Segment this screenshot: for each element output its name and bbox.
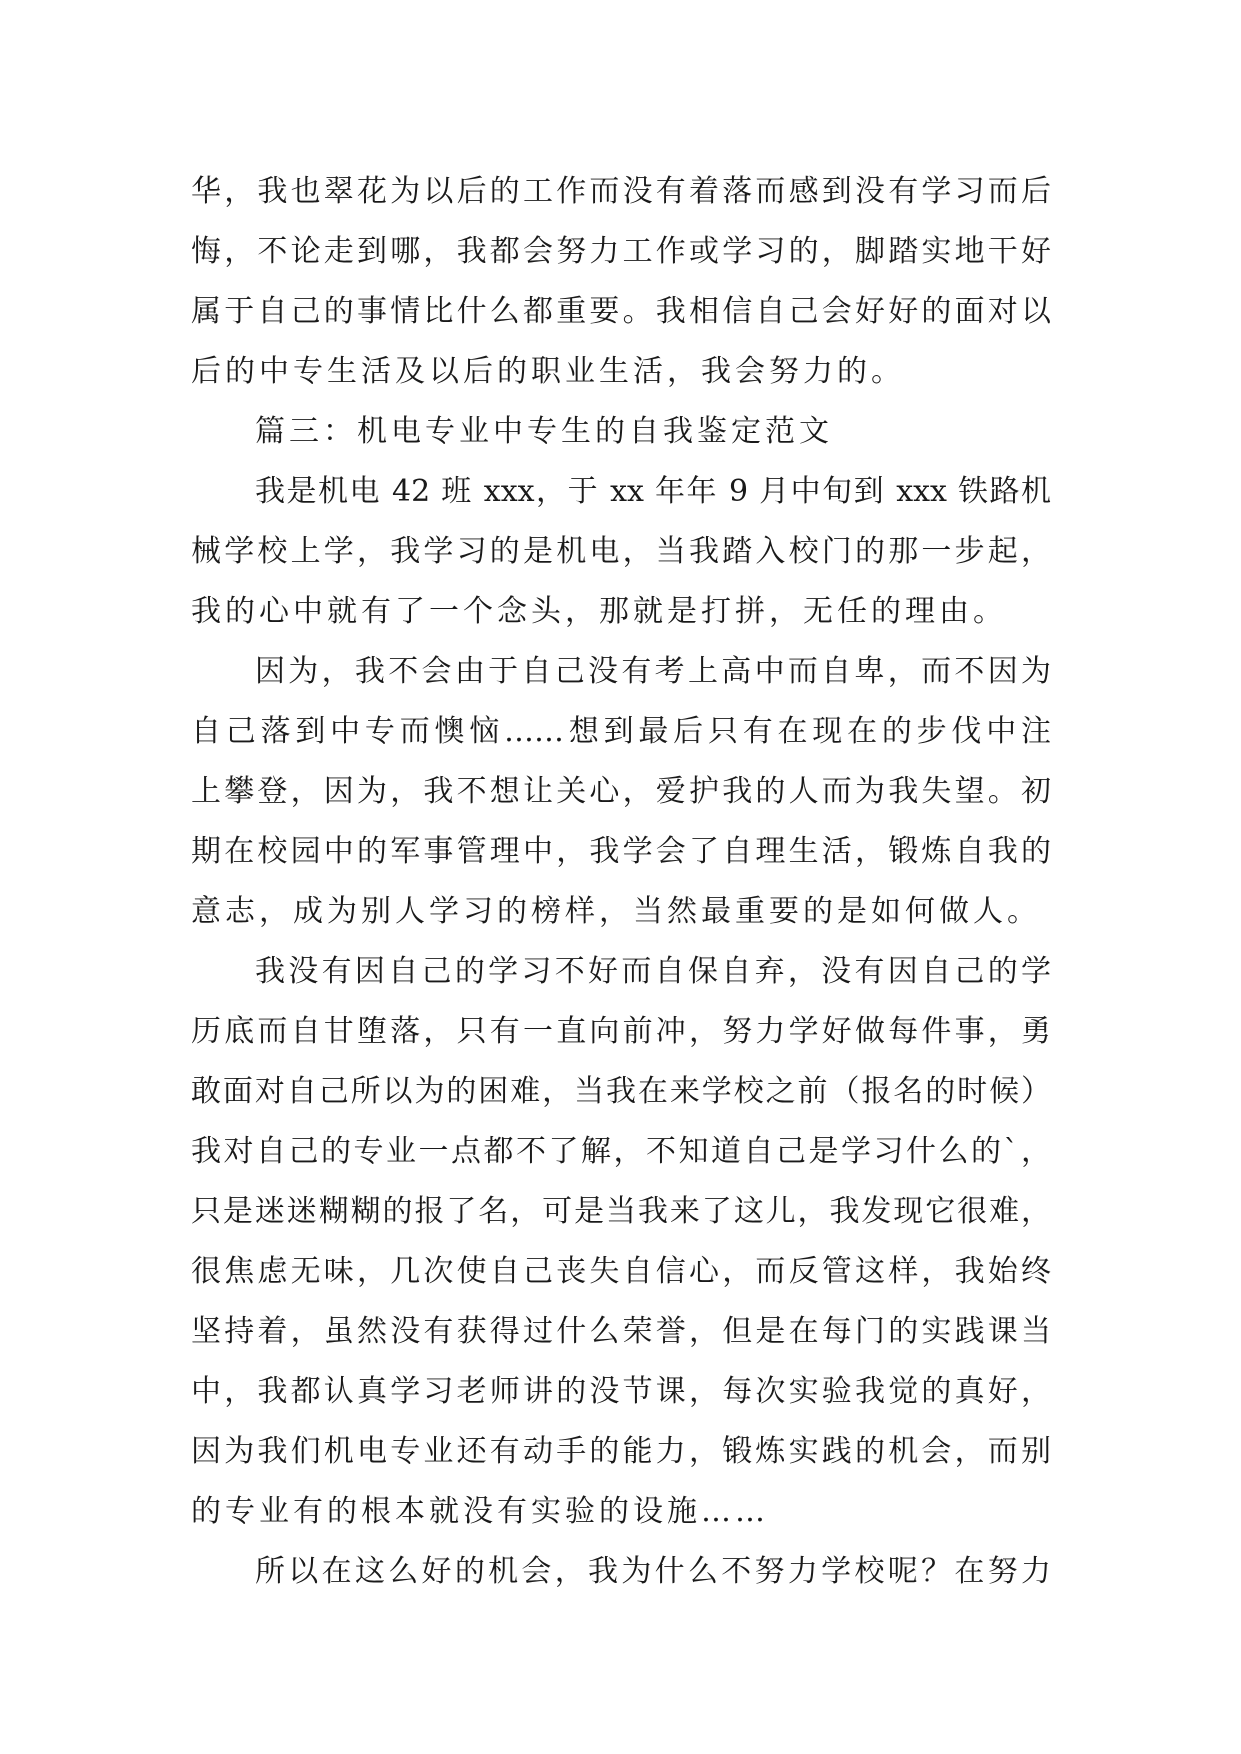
text-line: 后的中专生活及以后的职业生活，我会努力的。 bbox=[191, 354, 905, 389]
text-line: 我的心中就有了一个念头，那就是打拼，无任的理由。 bbox=[191, 594, 1007, 629]
section-heading: 篇三：机电专业中专生的自我鉴定范文 bbox=[255, 414, 833, 449]
text-line: 中，我都认真学习老师讲的没节课，每次实验我觉的真好， bbox=[191, 1374, 1051, 1409]
text-line: 上攀登，因为，我不想让关心，爱护我的人而为我失望。初 bbox=[191, 774, 1051, 809]
text-line: 期在校园中的军事管理中，我学会了自理生活，锻炼自我的 bbox=[191, 834, 1051, 869]
text-line: 华，我也翠花为以后的工作而没有着落而感到没有学习而后 bbox=[191, 174, 1051, 209]
text-line: 只是迷迷糊糊的报了名，可是当我来了这儿，我发现它很难， bbox=[191, 1194, 1051, 1229]
text-line: 的专业有的根本就没有实验的设施…… bbox=[191, 1494, 769, 1529]
text-line: 所以在这么好的机会，我为什么不努力学校呢？在努力 bbox=[255, 1554, 1051, 1589]
text-line: 械学校上学，我学习的是机电，当我踏入校门的那一步起， bbox=[191, 534, 1051, 569]
text-line: 属于自己的事情比什么都重要。我相信自己会好好的面对以 bbox=[191, 294, 1051, 329]
text-line: 我对自己的专业一点都不了解，不知道自己是学习什么的`， bbox=[191, 1134, 1051, 1169]
text-line: 因为我们机电专业还有动手的能力，锻炼实践的机会，而别 bbox=[191, 1434, 1051, 1469]
text-line: 坚持着，虽然没有获得过什么荣誉，但是在每门的实践课当 bbox=[191, 1314, 1051, 1349]
text-line: 历底而自甘堕落，只有一直向前冲，努力学好做每件事，勇 bbox=[191, 1014, 1051, 1049]
document-body bbox=[191, 162, 1051, 1602]
text-line: 自己落到中专而懊恼……想到最后只有在现在的步伐中注 bbox=[191, 714, 1051, 749]
text-line: 悔，不论走到哪，我都会努力工作或学习的，脚踏实地干好 bbox=[191, 234, 1051, 269]
text-line: 我没有因自己的学习不好而自保自弃，没有因自己的学 bbox=[255, 954, 1051, 989]
text-line: 敢面对自己所以为的困难，当我在来学校之前（报名的时候） bbox=[191, 1074, 1051, 1109]
text-line: 意志，成为别人学习的榜样，当然最重要的是如何做人。 bbox=[191, 894, 1041, 929]
text-line: 我是机电 42 班 xxx，于 xx 年年 9 月中旬到 xxx 铁路机 bbox=[255, 474, 1051, 509]
text-line: 因为，我不会由于自己没有考上高中而自卑，而不因为 bbox=[255, 654, 1051, 689]
text-line: 很焦虑无味，几次使自己丧失自信心，而反管这样，我始终 bbox=[191, 1254, 1051, 1289]
